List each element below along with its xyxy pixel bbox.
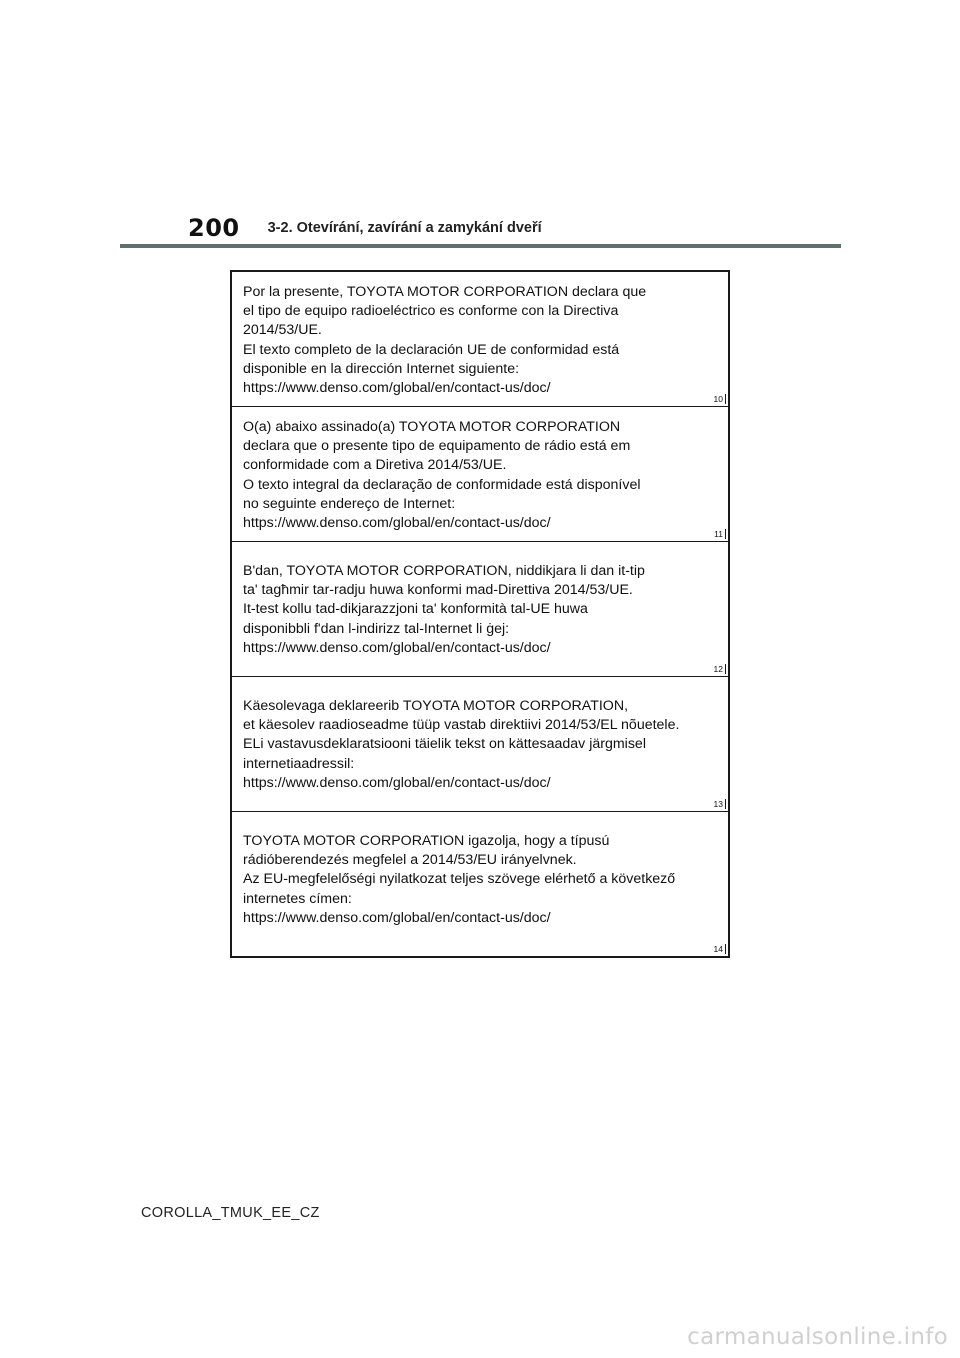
section-title: 3-2. Otevírání, zavírání a zamykání dveří — [267, 220, 542, 236]
block-number: 13 — [714, 799, 726, 809]
text-line: disponible en la dirección Internet siguiente: — [243, 360, 520, 377]
block-number: 11 — [714, 529, 726, 539]
declaration-box — [230, 270, 730, 958]
declaration-block-maltese — [232, 542, 728, 677]
text-line: Az EU-megfelelőségi nyilatkozat teljes szövege elérhető a következő — [243, 871, 676, 888]
text-line: https://www.denso.com/global/en/contact-us/doc/ — [243, 774, 551, 791]
site-watermark: carmanualsonline.info — [687, 1324, 948, 1350]
text-line: https://www.denso.com/global/en/contact-us/doc/ — [243, 639, 551, 656]
page-header — [188, 212, 542, 244]
text-line: TOYOTA MOTOR CORPORATION igazolja, hogy a típusú — [243, 833, 610, 849]
text-line: internetiaadressil: — [243, 755, 355, 772]
text-line: disponibbli f'dan l-indirizz tal-Internet li ġej: — [243, 620, 510, 637]
text-line: rádióberendezés megfelel a 2014/53/EU irányelvnek. — [243, 852, 577, 869]
text-line: internetes címen: — [243, 890, 352, 907]
declaration-text — [243, 832, 698, 928]
text-line: no seguinte endereço de Internet: — [243, 495, 456, 512]
text-line: O texto integral da declaração de conformidade está disponível — [243, 476, 641, 493]
declaration-block-hungarian — [232, 812, 728, 956]
text-line: Por la presente, TOYOTA MOTOR CORPORATION declara que — [243, 284, 647, 300]
declaration-text — [243, 697, 698, 793]
page-number: 200 — [188, 214, 240, 242]
declaration-text — [243, 283, 698, 398]
text-line: et käesolev raadioseadme tüüp vastab direktiivi 2014/53/EL nõuetele. — [243, 717, 680, 734]
text-line: El texto completo de la declaración UE de conformidad está — [243, 341, 620, 358]
text-line: O(a) abaixo assinado(a) TOYOTA MOTOR CORPORATION — [243, 419, 621, 435]
text-line: ta' tagħmir tar-radju huwa konformi mad-Direttiva 2014/53/UE. — [243, 582, 633, 599]
text-line: ELi vastavusdeklaratsiooni täielik tekst on kättesaadav järgmisel — [243, 736, 646, 753]
declaration-text — [243, 418, 698, 533]
declaration-block-portuguese — [232, 407, 728, 542]
declaration-text — [243, 562, 698, 658]
declaration-block-estonian — [232, 677, 728, 812]
text-line: It-test kollu tad-dikjarazzjoni ta' konformità tal-UE huwa — [243, 601, 588, 618]
text-line: conformidade com a Diretiva 2014/53/UE. — [243, 457, 507, 474]
block-number: 10 — [714, 394, 726, 404]
text-line: https://www.denso.com/global/en/contact-us/doc/ — [243, 515, 551, 532]
text-line: Käesolevaga deklareerib TOYOTA MOTOR CORPORATION, — [243, 698, 629, 714]
manual-code: COROLLA_TMUK_EE_CZ — [141, 1205, 320, 1221]
text-line: el tipo de equipo radioeléctrico es conforme con la Directiva — [243, 303, 619, 320]
block-number: 12 — [714, 664, 726, 674]
declaration-block-spanish — [232, 272, 728, 407]
header-divider — [120, 244, 841, 248]
text-line: 2014/53/UE. — [243, 322, 322, 339]
block-number: 14 — [714, 944, 726, 954]
text-line: https://www.denso.com/global/en/contact-us/doc/ — [243, 380, 551, 397]
text-line: B'dan, TOYOTA MOTOR CORPORATION, niddikjara li dan it-tip — [243, 563, 645, 579]
text-line: declara que o presente tipo de equipamento de rádio está em — [243, 438, 631, 455]
text-line: https://www.denso.com/global/en/contact-us/doc/ — [243, 909, 551, 926]
